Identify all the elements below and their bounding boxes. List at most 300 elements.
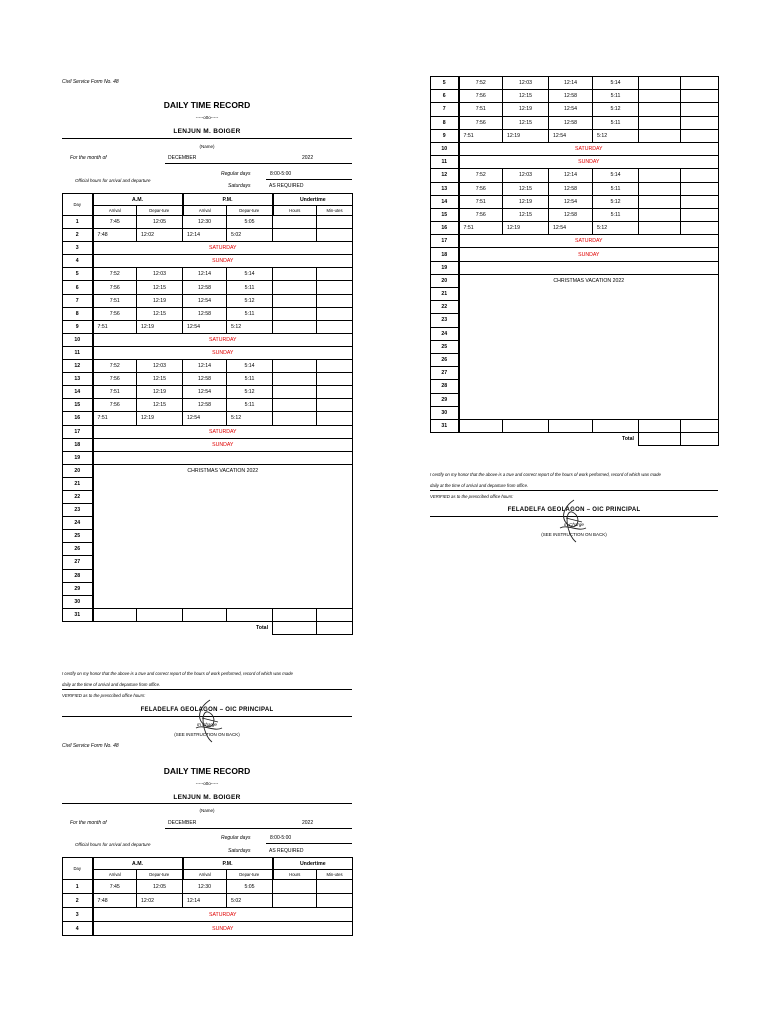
day-number: 8 bbox=[431, 116, 459, 129]
weekend-note: SATURDAY bbox=[459, 235, 719, 248]
undertime-hours bbox=[639, 129, 681, 142]
form-number: Civil Service Form No. 48 bbox=[62, 79, 119, 85]
table-row bbox=[63, 464, 353, 477]
table-row bbox=[63, 412, 353, 425]
undertime-hours bbox=[273, 412, 317, 425]
instruction-note-right: (SEE INSTRUCTION ON BACK) bbox=[541, 532, 607, 537]
undertime-hours bbox=[273, 281, 317, 294]
empty-cell bbox=[93, 608, 137, 621]
day-number: 14 bbox=[431, 195, 459, 208]
time-cell: 7:56 bbox=[459, 208, 503, 221]
day-number: 12 bbox=[431, 169, 459, 182]
undertime-hours bbox=[639, 208, 681, 221]
table-row bbox=[431, 182, 719, 195]
time-cell: 12:03 bbox=[503, 77, 549, 90]
day-number: 23 bbox=[63, 504, 93, 517]
undertime-minutes bbox=[317, 412, 353, 425]
undertime-minutes bbox=[681, 90, 719, 103]
time-cell: 7:56 bbox=[93, 281, 137, 294]
time-cell: 12:19 bbox=[137, 386, 183, 399]
time-cell: 7:51 bbox=[93, 386, 137, 399]
day-number: 16 bbox=[63, 412, 93, 425]
verified-label: VERIFIED as to the prescribed office hours: bbox=[62, 693, 146, 698]
undertime-hours bbox=[273, 360, 317, 373]
undertime-minutes bbox=[317, 320, 353, 333]
time-cell: 5:14 bbox=[227, 268, 273, 281]
time-record-table bbox=[62, 193, 353, 635]
in-charge: In Charge bbox=[197, 722, 217, 727]
time-cell: 7:56 bbox=[459, 116, 503, 129]
undertime-hours bbox=[273, 294, 317, 307]
time-cell: 7:56 bbox=[93, 373, 137, 386]
day-number: 28 bbox=[63, 569, 93, 582]
table-row bbox=[431, 103, 719, 116]
header-undertime: Undertime bbox=[273, 194, 353, 206]
undertime-hours bbox=[273, 216, 317, 229]
day-number: 25 bbox=[63, 530, 93, 543]
blank-row bbox=[93, 451, 353, 464]
day-number: 3 bbox=[63, 908, 93, 922]
time-cell: 12:19 bbox=[503, 103, 549, 116]
time-cell: 7:51 bbox=[93, 412, 137, 425]
verified-label-right: VERIFIED as to the prescribed office hours: bbox=[430, 494, 514, 499]
table-row bbox=[63, 255, 353, 268]
saturdays-label: Saturdays bbox=[228, 183, 251, 189]
table-row bbox=[63, 438, 353, 451]
time-cell: 12:30 bbox=[183, 216, 227, 229]
time-cell: 7:56 bbox=[93, 399, 137, 412]
table-row bbox=[63, 307, 353, 320]
time-cell: 7:51 bbox=[459, 129, 503, 142]
saturdays-value-2: AS REQUIRED bbox=[269, 848, 304, 854]
table-row bbox=[431, 116, 719, 129]
principal-name: FELADELFA GEOLAGON – OIC PRINCIPAL bbox=[140, 707, 274, 713]
signature-icon bbox=[188, 698, 228, 746]
time-cell: 5:14 bbox=[593, 77, 639, 90]
weekend-note: SUNDAY bbox=[459, 156, 719, 169]
table-row bbox=[63, 242, 353, 255]
undertime-hours bbox=[639, 77, 681, 90]
day-number: 6 bbox=[63, 281, 93, 294]
time-cell: 12:14 bbox=[183, 360, 227, 373]
day-number: 5 bbox=[431, 77, 459, 90]
month-label-2: For the month of bbox=[70, 820, 107, 826]
principal-name-right: FELADELFA GEOLAGON – OIC PRINCIPAL bbox=[507, 507, 641, 513]
day-number: 27 bbox=[431, 367, 459, 380]
day-number: 22 bbox=[431, 301, 459, 314]
undertime-minutes bbox=[317, 880, 353, 894]
table-row bbox=[431, 195, 719, 208]
day-number: 2 bbox=[63, 894, 93, 908]
day-number: 4 bbox=[63, 922, 93, 936]
day-number: 19 bbox=[431, 261, 459, 274]
time-cell: 12:15 bbox=[137, 399, 183, 412]
table-row bbox=[63, 908, 353, 922]
time-record-table-2 bbox=[62, 857, 353, 936]
undertime-minutes bbox=[681, 77, 719, 90]
time-record-table-right bbox=[430, 76, 719, 446]
day-number: 20 bbox=[431, 274, 459, 287]
day-number: 26 bbox=[431, 353, 459, 366]
blank-row bbox=[459, 261, 719, 274]
header-hours: Hours bbox=[273, 870, 317, 880]
year-value-2: 2022 bbox=[302, 820, 314, 826]
empty-cell bbox=[137, 608, 183, 621]
table-row bbox=[431, 169, 719, 182]
regular-days-label-2: Regular days bbox=[221, 835, 251, 841]
regular-days-value-2: 8:00-5:00 bbox=[270, 835, 292, 841]
day-number: 8 bbox=[63, 307, 93, 320]
header-pm-arrival: Arrival bbox=[183, 206, 227, 216]
undertime-hours bbox=[639, 116, 681, 129]
total-label: Total bbox=[63, 621, 273, 634]
vacation-note: CHRISTMAS VACATION 2022 bbox=[459, 274, 719, 419]
time-cell: 5:02 bbox=[227, 894, 273, 908]
table-row bbox=[63, 880, 353, 894]
time-cell: 7:48 bbox=[93, 894, 137, 908]
time-cell: 12:58 bbox=[549, 90, 593, 103]
table-row bbox=[431, 156, 719, 169]
day-number: 9 bbox=[63, 320, 93, 333]
day-number: 18 bbox=[431, 248, 459, 261]
undertime-hours bbox=[273, 307, 317, 320]
day-number: 28 bbox=[431, 380, 459, 393]
month-label: For the month of bbox=[70, 155, 107, 161]
time-cell: 5:11 bbox=[593, 116, 639, 129]
time-cell: 5:11 bbox=[593, 90, 639, 103]
table-row bbox=[431, 274, 719, 287]
time-cell: 12:19 bbox=[503, 129, 549, 142]
table-row bbox=[431, 235, 719, 248]
table-row bbox=[63, 360, 353, 373]
time-cell: 5:12 bbox=[593, 222, 639, 235]
day-number: 6 bbox=[431, 90, 459, 103]
time-cell: 7:56 bbox=[93, 307, 137, 320]
undertime-minutes bbox=[681, 103, 719, 116]
header-undertime: Undertime bbox=[273, 858, 353, 870]
undertime-minutes bbox=[681, 129, 719, 142]
day-number: 21 bbox=[63, 477, 93, 490]
weekend-note: SUNDAY bbox=[93, 922, 353, 936]
table-row bbox=[63, 333, 353, 346]
name-caption-2: (Name) bbox=[199, 808, 215, 813]
time-cell: 5:11 bbox=[227, 399, 273, 412]
day-number: 10 bbox=[431, 142, 459, 155]
undertime-minutes bbox=[681, 208, 719, 221]
undertime-minutes bbox=[317, 373, 353, 386]
time-cell: 5:11 bbox=[593, 208, 639, 221]
day-number: 21 bbox=[431, 288, 459, 301]
vacation-note: CHRISTMAS VACATION 2022 bbox=[93, 464, 353, 608]
time-cell: 12:54 bbox=[549, 129, 593, 142]
header-pm-departure: Depar-ture bbox=[227, 206, 273, 216]
day-number: 7 bbox=[63, 294, 93, 307]
weekend-note: SUNDAY bbox=[93, 346, 353, 359]
time-cell: 12:15 bbox=[503, 182, 549, 195]
undertime-minutes bbox=[317, 216, 353, 229]
regular-days-value: 8:00-5:00 bbox=[270, 171, 292, 177]
undertime-minutes bbox=[681, 222, 719, 235]
undertime-hours bbox=[273, 320, 317, 333]
undertime-hours bbox=[273, 880, 317, 894]
time-cell: 5:14 bbox=[593, 169, 639, 182]
table-row bbox=[63, 216, 353, 229]
table-row bbox=[63, 373, 353, 386]
day-number: 19 bbox=[63, 451, 93, 464]
time-cell: 5:12 bbox=[593, 195, 639, 208]
time-cell: 5:12 bbox=[593, 129, 639, 142]
weekend-note: SUNDAY bbox=[93, 255, 353, 268]
time-cell: 5:05 bbox=[227, 216, 273, 229]
time-cell: 5:11 bbox=[227, 307, 273, 320]
time-cell: 5:12 bbox=[227, 412, 273, 425]
saturdays-value: AS REQUIRED bbox=[269, 183, 304, 189]
table-row bbox=[63, 894, 353, 908]
table-row bbox=[431, 90, 719, 103]
time-cell: 12:58 bbox=[183, 307, 227, 320]
undertime-hours bbox=[273, 268, 317, 281]
day-number: 13 bbox=[431, 182, 459, 195]
day-number: 1 bbox=[63, 880, 93, 894]
instruction-note: (SEE INSTRUCTION ON BACK) bbox=[174, 732, 240, 737]
time-cell: 5:11 bbox=[227, 281, 273, 294]
header-am: A.M. bbox=[93, 194, 183, 206]
time-cell: 12:30 bbox=[183, 880, 227, 894]
table-row bbox=[431, 142, 719, 155]
day-number: 16 bbox=[431, 222, 459, 235]
table-row bbox=[431, 129, 719, 142]
header-am-arrival: Arrival bbox=[93, 870, 137, 880]
time-cell: 12:15 bbox=[503, 90, 549, 103]
time-cell: 12:15 bbox=[137, 307, 183, 320]
day-number: 18 bbox=[63, 438, 93, 451]
total-hours bbox=[639, 433, 681, 446]
in-charge-right: In Charge bbox=[564, 522, 584, 527]
time-cell: 12:19 bbox=[137, 294, 183, 307]
time-cell: 12:03 bbox=[137, 360, 183, 373]
undertime-minutes bbox=[317, 294, 353, 307]
undertime-minutes bbox=[681, 169, 719, 182]
undertime-hours bbox=[273, 386, 317, 399]
empty-cell bbox=[317, 608, 353, 621]
table-row bbox=[63, 399, 353, 412]
total-minutes bbox=[681, 433, 719, 446]
empty-cell bbox=[593, 419, 639, 432]
day-number: 5 bbox=[63, 268, 93, 281]
time-cell: 12:54 bbox=[183, 412, 227, 425]
undertime-hours bbox=[639, 195, 681, 208]
day-number: 30 bbox=[431, 406, 459, 419]
time-cell: 12:58 bbox=[549, 182, 593, 195]
day-number: 3 bbox=[63, 242, 93, 255]
form-number-2: Civil Service Form No. 48 bbox=[62, 743, 119, 749]
time-cell: 5:14 bbox=[227, 360, 273, 373]
day-number: 15 bbox=[63, 399, 93, 412]
time-cell: 7:51 bbox=[459, 222, 503, 235]
total-hours bbox=[273, 621, 317, 634]
undertime-hours bbox=[273, 229, 317, 242]
header-am-departure: Depar-ture bbox=[137, 206, 183, 216]
time-cell: 7:45 bbox=[93, 880, 137, 894]
table-row bbox=[63, 608, 353, 621]
time-cell: 12:14 bbox=[183, 268, 227, 281]
name-caption: (Name) bbox=[199, 144, 215, 149]
day-number: 17 bbox=[63, 425, 93, 438]
empty-cell bbox=[227, 608, 273, 621]
time-cell: 12:15 bbox=[503, 208, 549, 221]
signature-icon-right bbox=[552, 498, 592, 546]
undertime-minutes bbox=[317, 229, 353, 242]
saturdays-label-2: Saturdays bbox=[228, 848, 251, 854]
empty-cell bbox=[273, 608, 317, 621]
time-cell: 12:54 bbox=[183, 320, 227, 333]
time-cell: 12:54 bbox=[549, 103, 593, 116]
empty-cell bbox=[183, 608, 227, 621]
time-cell: 12:05 bbox=[137, 216, 183, 229]
table-row bbox=[63, 320, 353, 333]
table-row bbox=[431, 248, 719, 261]
time-cell: 12:14 bbox=[183, 229, 227, 242]
day-number: 24 bbox=[63, 517, 93, 530]
header-am: A.M. bbox=[93, 858, 183, 870]
table-row bbox=[63, 386, 353, 399]
undertime-minutes bbox=[317, 386, 353, 399]
time-cell: 12:58 bbox=[549, 208, 593, 221]
day-number: 20 bbox=[63, 464, 93, 477]
time-cell: 12:02 bbox=[137, 229, 183, 242]
time-cell: 7:52 bbox=[93, 360, 137, 373]
time-cell: 12:58 bbox=[183, 399, 227, 412]
day-number: 11 bbox=[63, 346, 93, 359]
time-cell: 12:02 bbox=[137, 894, 183, 908]
time-cell: 12:19 bbox=[137, 412, 183, 425]
table-row bbox=[63, 268, 353, 281]
undertime-hours bbox=[273, 399, 317, 412]
undertime-minutes bbox=[681, 116, 719, 129]
time-cell: 7:51 bbox=[93, 320, 137, 333]
header-day: Day bbox=[63, 194, 93, 216]
time-cell: 7:52 bbox=[459, 169, 503, 182]
undertime-minutes bbox=[681, 182, 719, 195]
day-number: 25 bbox=[431, 340, 459, 353]
time-cell: 5:11 bbox=[593, 182, 639, 195]
ornament-2: -----o0o----- bbox=[195, 781, 219, 786]
certification-text-right: I certify on my honor that the above is a true and correct report of the hours of work performed, record of which was made daily at the time of arrival and departure from office. bbox=[430, 472, 661, 488]
ornament: -----o0o----- bbox=[195, 115, 219, 120]
time-cell: 7:56 bbox=[459, 182, 503, 195]
regular-days-label: Regular days bbox=[221, 171, 251, 177]
day-number: 22 bbox=[63, 490, 93, 503]
day-number: 10 bbox=[63, 333, 93, 346]
certification-text: I certify on my honor that the above is a true and correct report of the hours of work performed, record of which was made daily at the time of arrival and departure from office. bbox=[62, 671, 293, 687]
table-row bbox=[63, 281, 353, 294]
day-number: 14 bbox=[63, 386, 93, 399]
employee-name: LENJUN M. BOIGER bbox=[173, 128, 241, 135]
month-value: DECEMBER bbox=[168, 155, 197, 161]
day-number: 17 bbox=[431, 235, 459, 248]
time-cell: 5:11 bbox=[227, 373, 273, 386]
header-minutes: Min-utes bbox=[317, 206, 353, 216]
time-cell: 12:19 bbox=[503, 195, 549, 208]
time-cell: 7:52 bbox=[93, 268, 137, 281]
official-hours-label: Official hours for arrival and departure bbox=[75, 178, 151, 183]
time-cell: 12:14 bbox=[549, 77, 593, 90]
time-cell: 7:52 bbox=[459, 77, 503, 90]
time-cell: 12:54 bbox=[549, 195, 593, 208]
day-number: 27 bbox=[63, 556, 93, 569]
time-cell: 12:14 bbox=[183, 894, 227, 908]
day-number: 7 bbox=[431, 103, 459, 116]
time-cell: 5:12 bbox=[227, 386, 273, 399]
official-hours-label-2: Official hours for arrival and departure bbox=[75, 842, 151, 847]
undertime-hours bbox=[639, 169, 681, 182]
table-row bbox=[63, 425, 353, 438]
undertime-minutes bbox=[317, 307, 353, 320]
time-cell: 12:58 bbox=[183, 281, 227, 294]
undertime-hours bbox=[639, 222, 681, 235]
day-number: 1 bbox=[63, 216, 93, 229]
empty-cell bbox=[681, 419, 719, 432]
time-cell: 5:02 bbox=[227, 229, 273, 242]
day-number: 4 bbox=[63, 255, 93, 268]
undertime-minutes bbox=[317, 399, 353, 412]
table-row bbox=[431, 222, 719, 235]
header-pm-departure: Depar-ture bbox=[227, 870, 273, 880]
day-number: 9 bbox=[431, 129, 459, 142]
time-cell: 12:19 bbox=[503, 222, 549, 235]
weekend-note: SATURDAY bbox=[93, 908, 353, 922]
empty-cell bbox=[639, 419, 681, 432]
day-number: 24 bbox=[431, 327, 459, 340]
year-value: 2022 bbox=[302, 155, 314, 161]
undertime-minutes bbox=[317, 268, 353, 281]
time-cell: 12:15 bbox=[137, 281, 183, 294]
header-pm: P.M. bbox=[183, 194, 273, 206]
table-row bbox=[63, 346, 353, 359]
weekend-note: SATURDAY bbox=[93, 333, 353, 346]
day-number: 13 bbox=[63, 373, 93, 386]
time-cell: 7:51 bbox=[93, 294, 137, 307]
time-cell: 12:03 bbox=[137, 268, 183, 281]
time-cell: 12:54 bbox=[183, 294, 227, 307]
table-row bbox=[431, 419, 719, 432]
time-cell: 5:12 bbox=[593, 103, 639, 116]
undertime-minutes bbox=[317, 360, 353, 373]
undertime-hours bbox=[639, 90, 681, 103]
time-cell: 12:54 bbox=[549, 222, 593, 235]
undertime-hours bbox=[273, 373, 317, 386]
table-row bbox=[63, 294, 353, 307]
employee-name-2: LENJUN M. BOIGER bbox=[173, 794, 241, 801]
form-title: DAILY TIME RECORD bbox=[163, 100, 251, 110]
undertime-minutes bbox=[681, 195, 719, 208]
header-am-departure: Depar-ture bbox=[137, 870, 183, 880]
day-number: 11 bbox=[431, 156, 459, 169]
weekend-note: SATURDAY bbox=[93, 242, 353, 255]
table-row bbox=[63, 922, 353, 936]
weekend-note: SATURDAY bbox=[93, 425, 353, 438]
time-cell: 7:51 bbox=[459, 195, 503, 208]
time-cell: 12:54 bbox=[183, 386, 227, 399]
weekend-note: SUNDAY bbox=[93, 438, 353, 451]
undertime-hours bbox=[639, 182, 681, 195]
time-cell: 12:58 bbox=[183, 373, 227, 386]
table-row bbox=[63, 229, 353, 242]
weekend-note: SUNDAY bbox=[459, 248, 719, 261]
form-title-2: DAILY TIME RECORD bbox=[163, 766, 251, 776]
time-cell: 12:03 bbox=[503, 169, 549, 182]
time-cell: 12:14 bbox=[549, 169, 593, 182]
